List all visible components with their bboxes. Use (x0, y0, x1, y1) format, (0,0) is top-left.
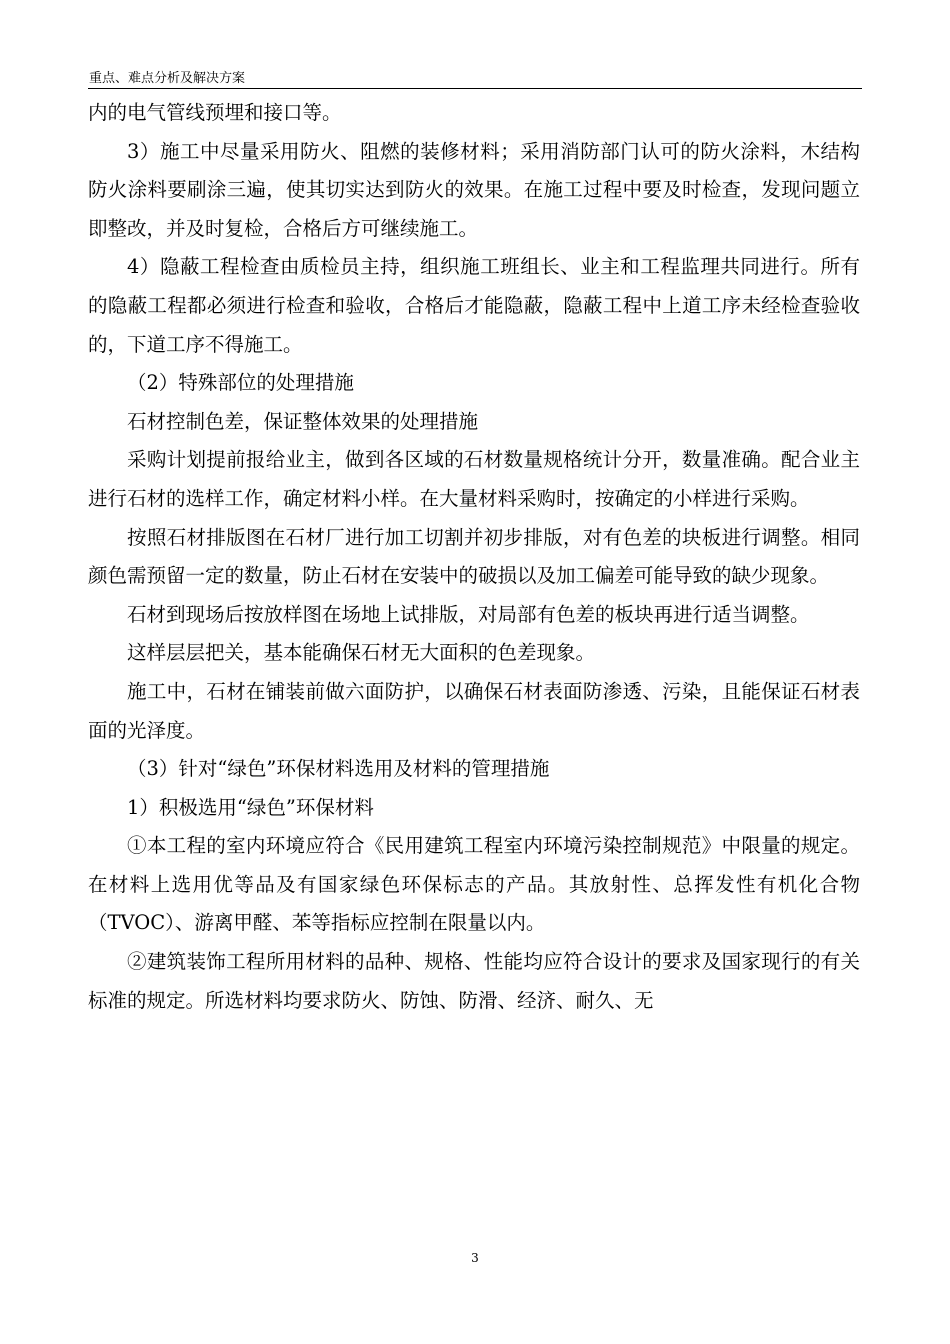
page-number: 3 (471, 1251, 479, 1265)
paragraph-quality-control: 这样层层把关，基本能确保石材无大面积的色差现象。 (127, 641, 596, 665)
paragraph-protection: 施工中，石材在铺装前做六面防护，以确保石材表面防渗透、污染，且能保证石材表面的光泽度。 (88, 679, 860, 742)
paragraph-item-4: 4）隐蔽工程检查由质检员主持，组织施工班组长、业主和工程监理共同进行。所有的隐蔽工程都必须进行检查和验收，合格后才能隐蔽，隐蔽工程中上道工序未经检查验收的，下道工序不得施工。 (88, 255, 860, 356)
paragraph-onsite-trial: 石材到现场后按放样图在场地上试排版，对局部有色差的板块再进行适当调整。 (127, 602, 810, 626)
paragraph-layout-cutting: 按照石材排版图在石材厂进行加工切割并初步排版，对有色差的块板进行调整。相同颜色需预留一定的数量，防止石材在安装中的破损以及加工偏差可能导致的缺少现象。 (88, 525, 860, 588)
section-heading-3: （3）针对“绿色”环保材料选用及材料的管理措施 (127, 757, 550, 781)
paragraph-continuation: 内的电气管线预埋和接口等。 (88, 101, 342, 124)
document-body (88, 94, 860, 1020)
running-header: 重点、难点分析及解决方案 (89, 71, 246, 86)
paragraph-indoor-environment: ①本工程的室内环境应符合《民用建筑工程室内环境污染控制规范》中限量的规定。在材料上选用优等品及有国家绿色环保标志的产品。其放射性、总挥发性有机化合物（TVOC）、游离甲醛、苯等指标应控制在限量以内。 (88, 834, 860, 935)
subheading-stone-color: 石材控制色差，保证整体效果的处理措施 (127, 409, 479, 433)
section-heading-2: （2）特殊部位的处理措施 (127, 371, 354, 395)
subheading-green-materials: 1）积极选用“绿色”环保材料 (127, 795, 374, 819)
paragraph-item-3: 3）施工中尽量采用防火、阻燃的装修材料；采用消防部门认可的防火涂料，木结构防火涂料要刷涂三遍，使其切实达到防火的效果。在施工过程中要及时检查，发现问题立即整改，并及时复检，合格后方可继续施工。 (88, 139, 860, 240)
paragraph-material-specs: ②建筑装饰工程所用材料的品种、规格、性能均应符合设计的要求及国家现行的有关标准的规定。所选材料均要求防火、防蚀、防滑、经济、耐久、无 (88, 950, 860, 1012)
paragraph-procurement: 采购计划提前报给业主，做到各区域的石材数量规格统计分开，数量准确。配合业主进行石材的选样工作，确定材料小样。在大量材料采购时，按确定的小样进行采购。 (88, 448, 860, 510)
header-divider (88, 88, 862, 89)
